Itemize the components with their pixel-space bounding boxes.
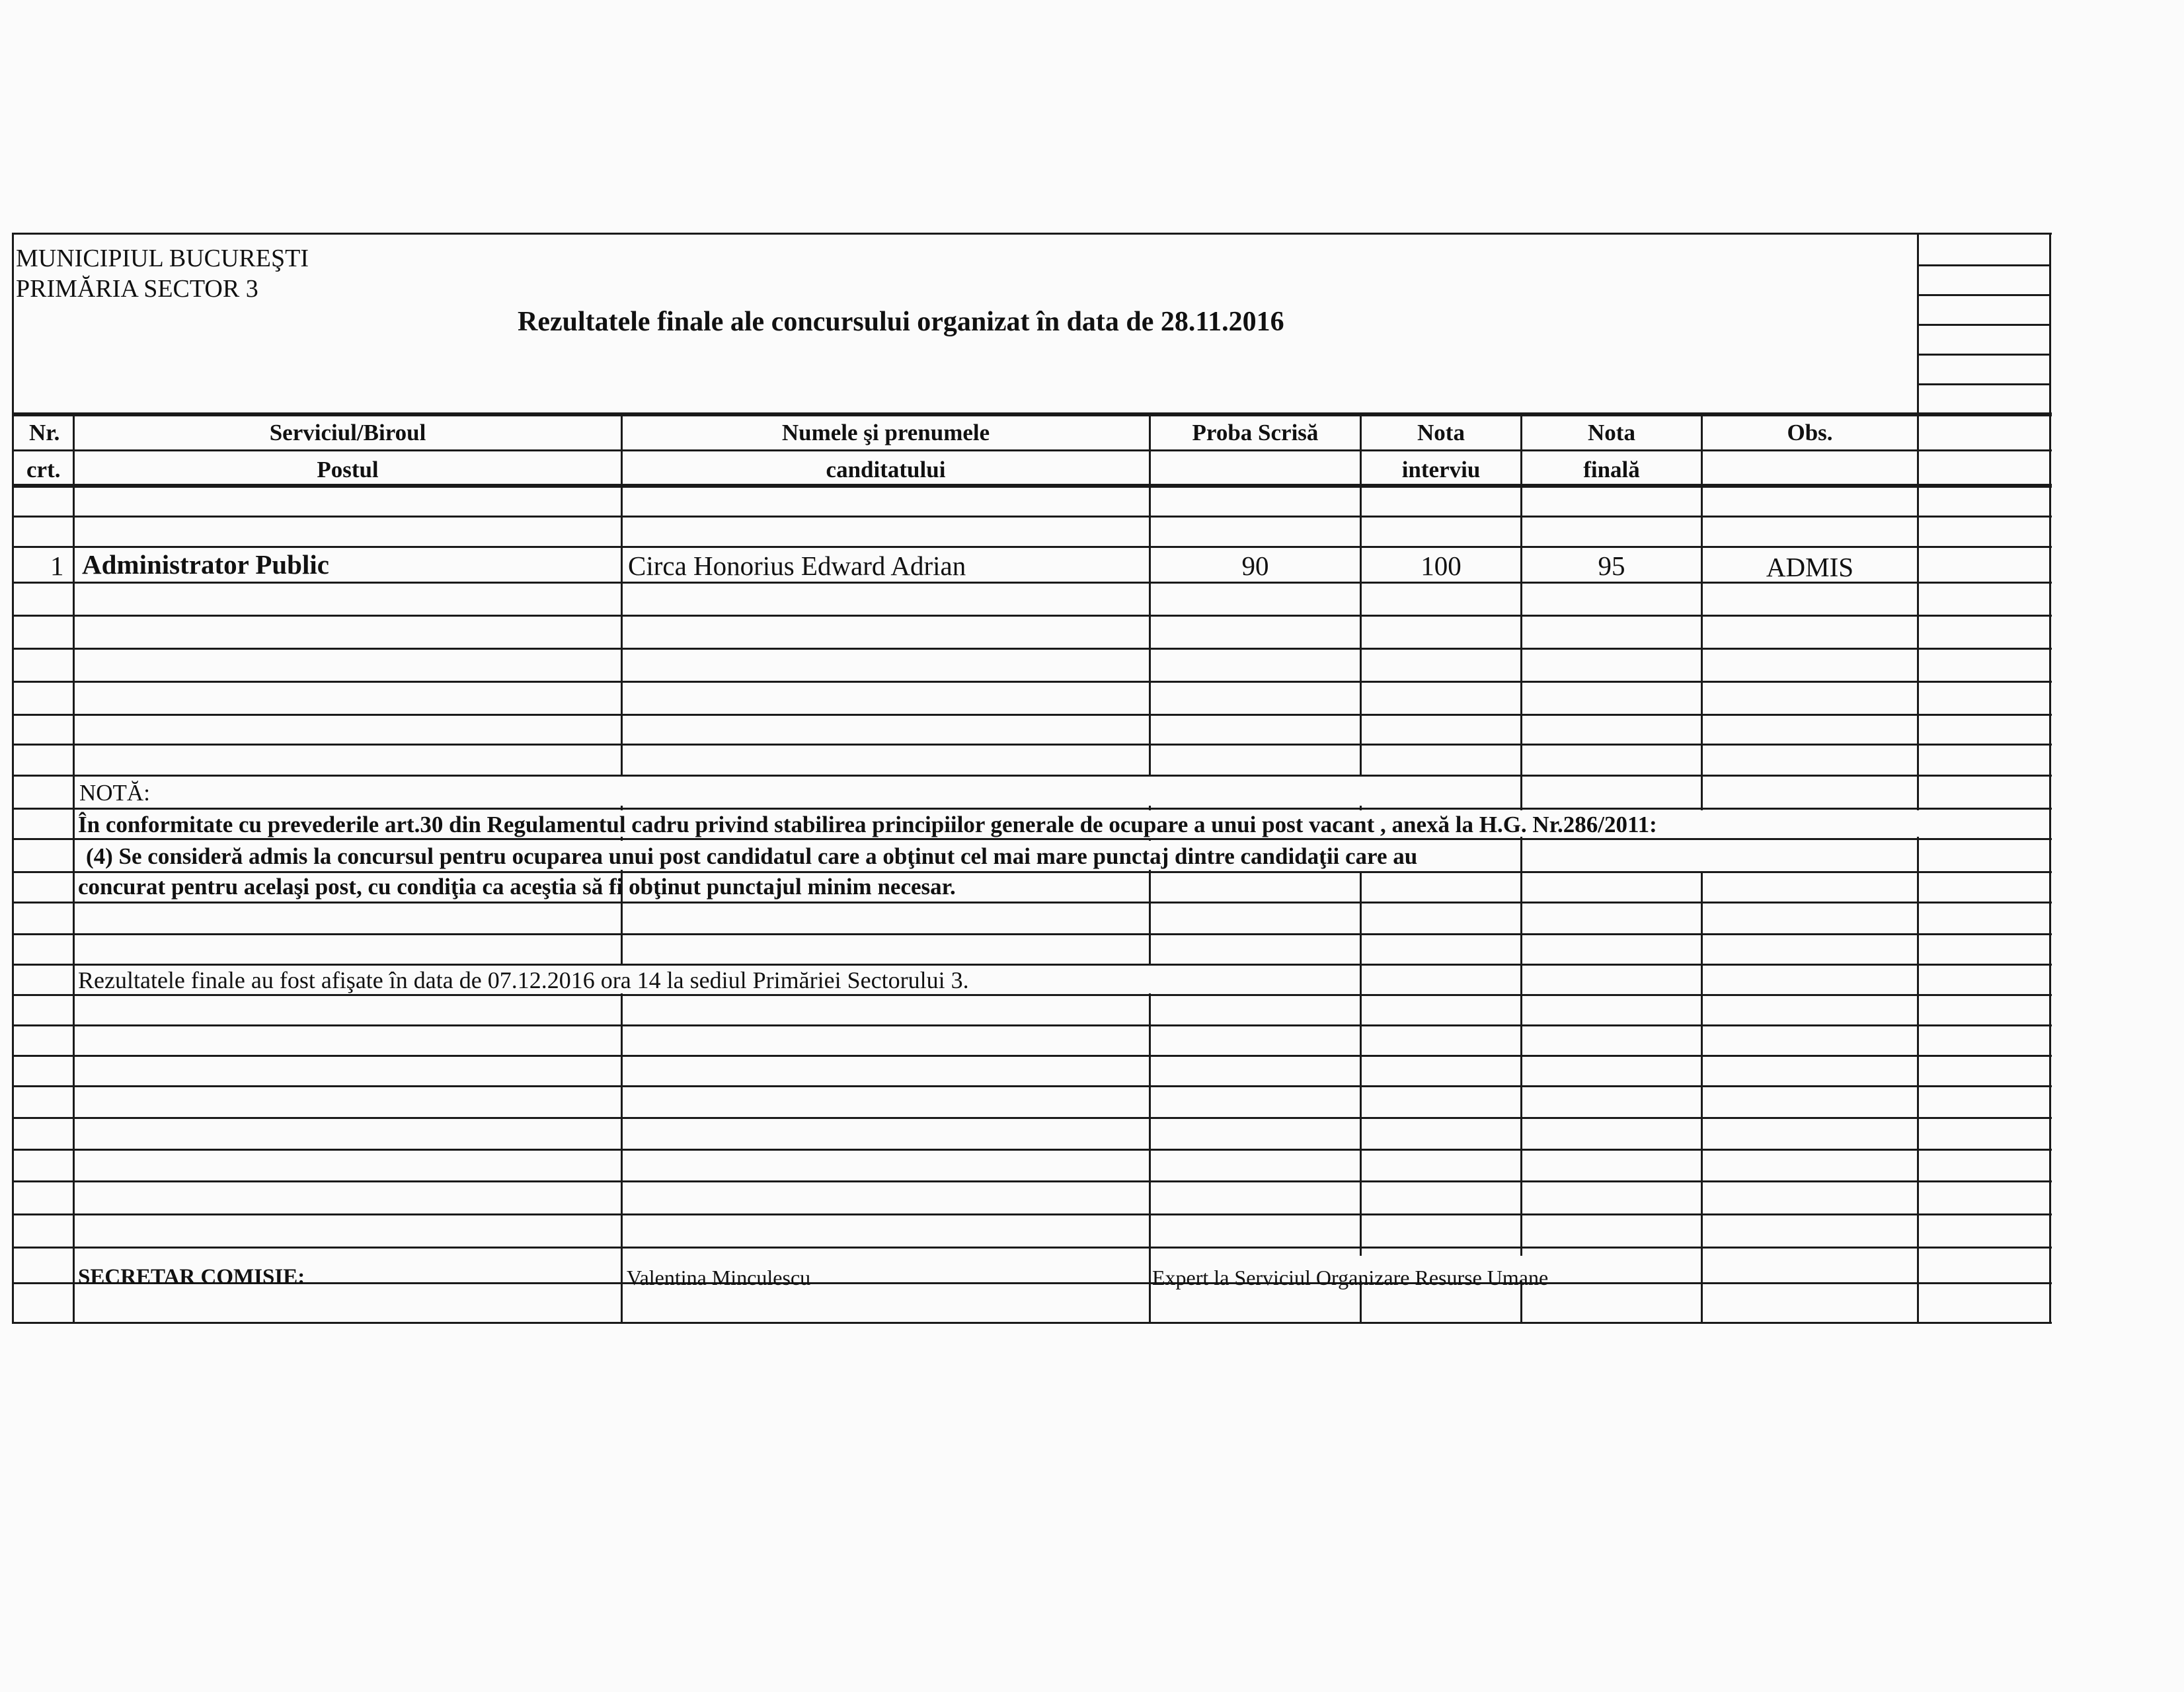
margin-line [1917, 294, 2049, 296]
grid-line [12, 871, 2052, 873]
page-title: Rezultatele finale ale concursului organizat în data de 28.11.2016 [518, 307, 1284, 337]
col-divider [1149, 838, 1151, 1323]
col-final-2: finală [1583, 457, 1640, 482]
col-interview-2: interviu [1401, 457, 1481, 482]
grid-line [12, 902, 2052, 904]
note-heading-bg [75, 777, 1519, 806]
secretary-role: Expert la Serviciul Organizare Resurse Umane [1152, 1266, 1549, 1289]
col-service-1: Serviciul/Biroul [269, 420, 426, 445]
note-line-1: În conformitate cu prevederile art.30 din Regulamentul cadru privind stabilirea principiilor generale de ocupare a unui post vacant , anexă la H.G. Nr.286/2011: [78, 812, 1657, 837]
grid-line [12, 714, 2052, 716]
col-nr-1: Nr. [29, 420, 60, 445]
grid-line [12, 1055, 2052, 1057]
header-band-mid [12, 449, 2052, 451]
grid-line [12, 744, 2052, 746]
col-service-2: Postul [317, 457, 379, 482]
grid-line [12, 1117, 2052, 1119]
org-line-2: PRIMĂRIA SECTOR 3 [16, 275, 258, 303]
col-divider [1149, 412, 1151, 822]
grid-line [12, 681, 2052, 683]
row-post: Administrator Public [82, 549, 329, 580]
grid-line [12, 838, 2052, 840]
grid-line [12, 1282, 2052, 1284]
note-line-3: concurat pentru acelaşi post, cu condiţia ca aceştia să fi obţinut punctajul minim necesar. [78, 874, 956, 900]
col-name-2: canditatului [826, 457, 946, 482]
col-interview-1: Nota [1417, 420, 1465, 445]
grid-line [12, 615, 2052, 617]
grid-line [12, 1180, 2052, 1182]
grid-line [12, 582, 2052, 584]
col-nr-2: crt. [26, 457, 61, 482]
col-name-1: Numele şi prenumele [781, 420, 990, 445]
org-line-1: MUNICIPIUL BUCUREŞTI [16, 245, 309, 272]
row-candidate: Circa Honorius Edward Adrian [628, 551, 966, 581]
margin-line [1917, 354, 2049, 356]
col-divider [1701, 871, 1703, 1323]
note-heading: NOTĂ: [79, 780, 150, 806]
col-divider [1701, 412, 1703, 822]
margin-line [1917, 264, 2049, 266]
col-final-1: Nota [1588, 420, 1635, 445]
header-band-bottom [12, 484, 2052, 488]
grid-line [12, 1024, 2052, 1026]
grid-line [12, 516, 2052, 518]
grid-line [12, 648, 2052, 650]
row-written-score: 90 [1241, 551, 1269, 581]
frame-left-line [12, 233, 14, 1323]
frame-right-line [2049, 233, 2051, 1323]
margin-line [1917, 324, 2049, 326]
row-nr: 1 [50, 551, 64, 581]
grid-line [12, 1085, 2052, 1087]
col-divider [1360, 412, 1362, 822]
col-divider [1520, 412, 1522, 1323]
col-obs: Obs. [1787, 420, 1833, 445]
header-right-line [1917, 233, 1919, 1323]
grid-line [12, 1247, 2052, 1249]
grid-line [12, 546, 2052, 548]
note-line-2: (4) Se consideră admis la concursul pentru ocuparea unui post candidatul care a obţinut cel mai mare punctaj dintre candidaţii care au [86, 843, 1418, 869]
header-band-top [12, 412, 2052, 416]
posting-info: Rezultatele finale au fost afişate în data de 07.12.2016 ora 14 la sediul Primăriei Sectorului 3. [78, 967, 969, 993]
frame-bottom-line [12, 1322, 2052, 1324]
secretary-name: Valentina Minculescu [627, 1266, 811, 1289]
grid-line [12, 1213, 2052, 1215]
grid-line [12, 994, 2052, 996]
grid-line [12, 1149, 2052, 1151]
row-interview-score: 100 [1421, 551, 1462, 581]
grid-line [12, 808, 2052, 810]
row-obs-status: ADMIS [1766, 552, 1854, 582]
margin-line [1917, 383, 2049, 385]
grid-line [12, 933, 2052, 935]
secretary-label: SECRETAR COMISIE: [78, 1265, 305, 1289]
frame-top-line [12, 233, 2052, 235]
col-written: Proba Scrisă [1192, 420, 1319, 445]
row-final-score: 95 [1598, 551, 1625, 581]
